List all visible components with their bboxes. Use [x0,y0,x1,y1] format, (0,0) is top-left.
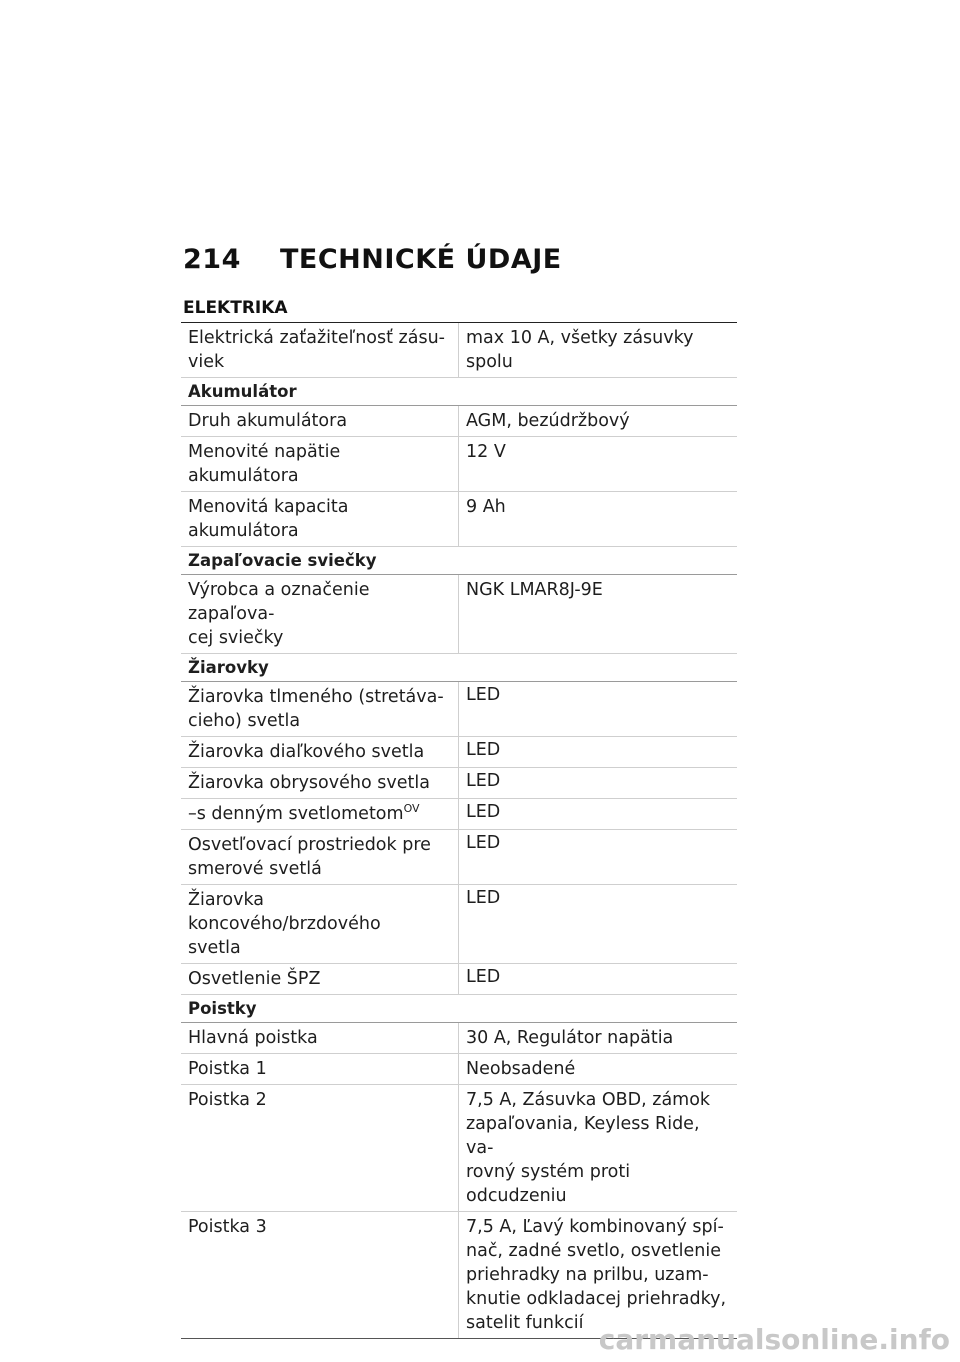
spec-value: LED [466,888,501,908]
group-heading: Zapaľovacie sviečky [188,551,377,570]
spec-label [181,768,459,798]
spec-label [181,1085,459,1211]
spec-value: 12 V [466,442,506,462]
group-heading: Poistky [188,999,257,1018]
spec-label [181,885,459,963]
group-heading: Akumulátor [188,382,297,401]
spec-label-text: Žiarovka diaľkového svetla [188,742,425,762]
spec-label-text: Poistka 1 [188,1059,267,1079]
spec-label-text: Osvetľovací prostriedok pre smerové svetlá [188,835,431,879]
spec-value: LED [466,802,501,822]
spec-value: LED [466,967,501,987]
spec-label [181,1212,459,1338]
page-number: 214 [183,244,241,275]
spec-value: 7,5 A, Ľavý kombinovaný spí- nač, zadné svetlo, osvetlenie priehradky na prilbu, uzam- knutie odkladacej priehradky, satelit funkcií [466,1217,727,1333]
spec-label-text: Žiarovka obrysového svetla [188,773,430,793]
spec-label [181,575,459,653]
spec-table [181,322,737,1339]
spec-value: 9 Ah [466,497,506,517]
spec-row [181,737,737,768]
spec-row [181,830,737,885]
section-title: ELEKTRIKA [183,298,288,318]
spec-label [181,830,459,884]
spec-row [181,768,737,799]
spec-label-text: Druh akumulátora [188,411,348,431]
chapter-title: TECHNICKÉ ÚDAJE [280,244,562,275]
spec-label-text: Žiarovka koncového/brzdového svetla [188,890,381,958]
spec-label-text: Menovitá kapacita akumulátora [188,497,349,541]
spec-value: LED [466,685,501,705]
spec-value: Neobsadené [466,1059,576,1079]
spec-value: LED [466,771,501,791]
spec-value: LED [466,740,501,760]
spec-value: max 10 A, všetky zásuvky spolu [466,328,694,372]
spec-value: LED [466,833,501,853]
spec-label [181,682,459,736]
spec-label-text: Hlavná poistka [188,1028,318,1048]
spec-label [181,323,459,377]
spec-label [181,1023,459,1053]
spec-row [181,323,737,378]
spec-row [181,437,737,492]
spec-label-text: –s denným svetlometom [188,804,404,824]
spec-row [181,1212,737,1338]
spec-label-text: Výrobca a označenie zapaľova- cej sviečky [188,580,370,648]
watermark: carmanualsonline.info [598,1323,950,1356]
group-heading-row [181,547,737,575]
spec-label-text: Elektrická zaťažiteľnosť zásu- viek [188,328,445,372]
spec-label [181,492,459,546]
spec-label [181,964,459,994]
spec-row [181,885,737,964]
spec-row [181,1054,737,1085]
spec-label-text: Žiarovka tlmeného (stretáva- cieho) svetla [188,687,444,731]
spec-value: AGM, bezúdržbový [466,411,630,431]
spec-row [181,575,737,654]
group-heading: Žiarovky [188,658,269,677]
group-heading-row [181,378,737,406]
group-heading-row [181,995,737,1023]
spec-label [181,799,459,829]
spec-value: 30 A, Regulátor napätia [466,1028,674,1048]
spec-label-text: Poistka 3 [188,1217,267,1237]
spec-label [181,737,459,767]
spec-row [181,1085,737,1212]
spec-label-text: Menovité napätie akumulátora [188,442,341,486]
group-heading-row [181,654,737,682]
spec-value: NGK LMAR8J-9E [466,580,603,600]
spec-label-text: Poistka 2 [188,1090,267,1110]
spec-label [181,1054,459,1084]
spec-label-text: Osvetlenie ŠPZ [188,969,321,989]
spec-row [181,799,737,830]
spec-row [181,1023,737,1054]
spec-row [181,406,737,437]
spec-value: 7,5 A, Zásuvka OBD, zámok zapaľovania, Keyless Ride, va- rovný systém proti odcudzeniu [466,1090,711,1206]
spec-row [181,964,737,995]
page-header [183,244,562,275]
spec-row [181,682,737,737]
spec-row [181,492,737,547]
optional-equipment-marker: OV [403,802,420,816]
spec-label [181,437,459,491]
spec-label [181,406,459,436]
